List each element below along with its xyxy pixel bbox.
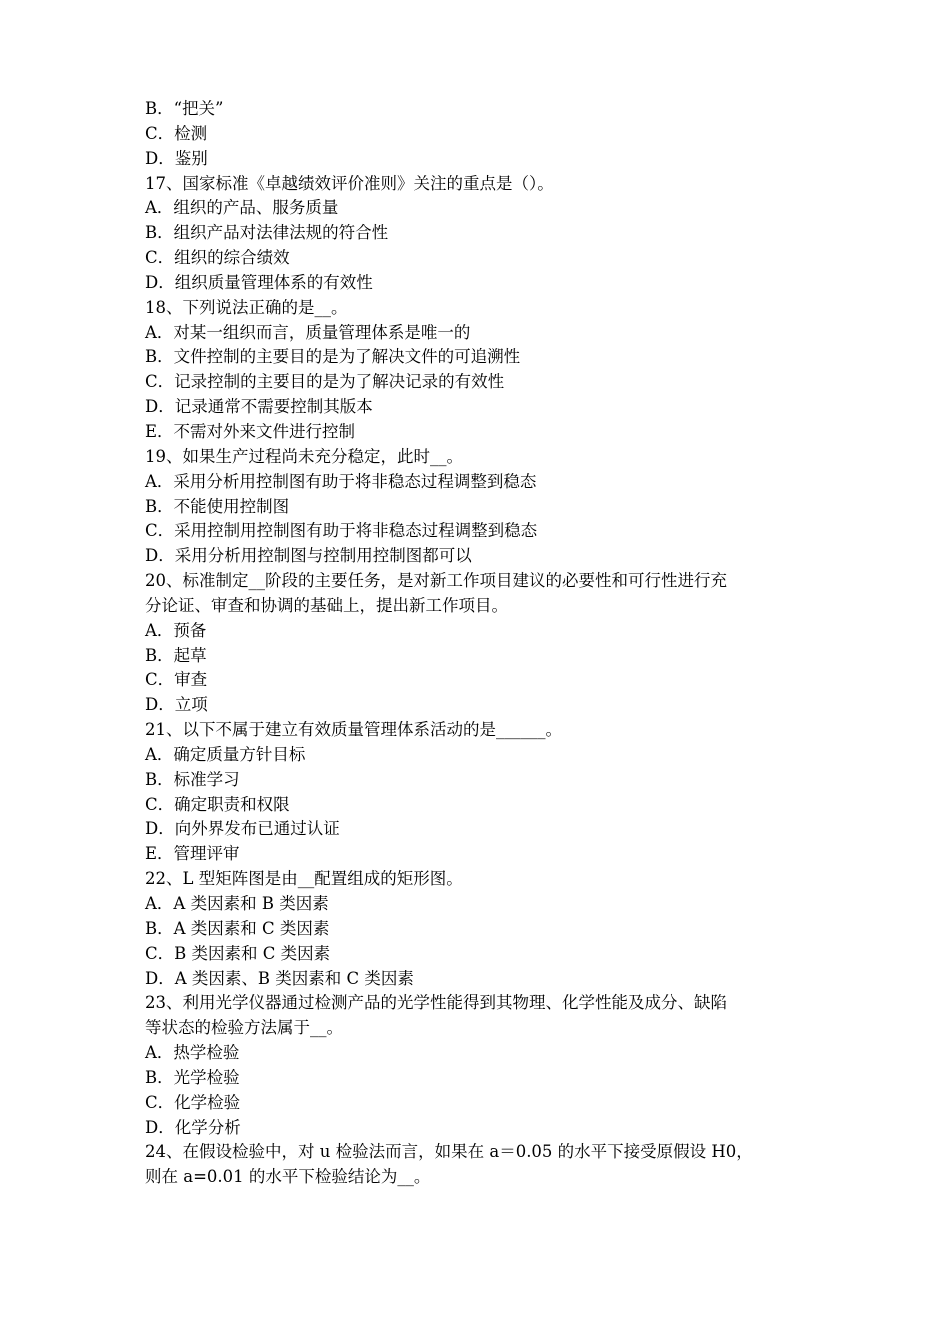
option-line: C．检测 xyxy=(145,123,208,143)
option-line: D．化学分析 xyxy=(145,1117,241,1137)
option-line: A．热学检验 xyxy=(145,1043,240,1063)
option-line: A．A 类因素和 B 类因素 xyxy=(145,894,329,913)
option-line: A．预备 xyxy=(145,620,207,640)
question-22: 22、L 型矩阵图是由__配置组成的矩形图。 xyxy=(145,869,463,889)
question-23: 23、利用光学仪器通过检测产品的光学性能得到其物理、化学性能及成分、缺陷 xyxy=(145,993,727,1013)
option-line: B．A 类因素和 C 类因素 xyxy=(145,918,330,938)
option-line: D．组织质量管理体系的有效性 xyxy=(145,272,373,292)
option-line: B．不能使用控制图 xyxy=(145,496,290,516)
option-line: A．对某一组织而言，质量管理体系是唯一的 xyxy=(145,322,471,342)
option-line: D．A 类因素、B 类因素和 C 类因素 xyxy=(145,968,414,988)
document-page xyxy=(145,97,825,1190)
option-line: D．立项 xyxy=(145,695,208,715)
question-24: 24、在假设检验中，对 u 检验法而言，如果在 a＝0.05 的水平下接受原假设 H0， xyxy=(145,1142,753,1162)
option-line: A．确定质量方针目标 xyxy=(145,744,306,764)
option-line: D．鉴别 xyxy=(145,148,208,168)
question-24-continued: 则在 a=0.01 的水平下检验结论为__。 xyxy=(145,1167,431,1187)
option-line: B．光学检验 xyxy=(145,1067,240,1087)
option-line: D．向外界发布已通过认证 xyxy=(145,819,340,839)
option-line: C．确定职责和权限 xyxy=(145,794,290,814)
question-20: 20、标准制定__阶段的主要任务，是对新工作项目建议的必要性和可行性进行充 xyxy=(145,571,727,591)
option-line: B．“把关” xyxy=(145,99,224,118)
option-line: C．组织的综合绩效 xyxy=(145,248,290,268)
question-18: 18、下列说法正确的是__。 xyxy=(145,297,348,317)
option-line: C．审查 xyxy=(145,670,208,690)
question-19: 19、如果生产过程尚未充分稳定，此时__。 xyxy=(145,446,463,466)
option-line: D．记录通常不需要控制其版本 xyxy=(145,397,373,417)
option-line: C．B 类因素和 C 类因素 xyxy=(145,943,331,963)
question-17: 17、国家标准《卓越绩效评价准则》关注的重点是（）。 xyxy=(145,173,554,193)
option-line: A．组织的产品、服务质量 xyxy=(145,198,339,218)
option-line: B．组织产品对法律法规的符合性 xyxy=(145,223,389,243)
option-line: D．采用分析用控制图与控制用控制图都可以 xyxy=(145,546,472,566)
option-line: B．起草 xyxy=(145,645,207,665)
option-line: C．化学检验 xyxy=(145,1092,241,1112)
question-20-continued: 分论证、审查和协调的基础上，提出新工作项目。 xyxy=(145,595,508,615)
question-23-continued: 等状态的检验方法属于__。 xyxy=(145,1018,343,1038)
option-line: C．采用控制用控制图有助于将非稳态过程调整到稳态 xyxy=(145,521,538,541)
option-line: A．采用分析用控制图有助于将非稳态过程调整到稳态 xyxy=(145,471,537,491)
question-21: 21、以下不属于建立有效质量管理体系活动的是______。 xyxy=(145,720,562,740)
option-line: B．文件控制的主要目的是为了解决文件的可追溯性 xyxy=(145,347,521,367)
option-line: C．记录控制的主要目的是为了解决记录的有效性 xyxy=(145,372,505,392)
option-line: B．标准学习 xyxy=(145,769,240,789)
option-line: E．不需对外来文件进行控制 xyxy=(145,421,356,441)
option-line: E．管理评审 xyxy=(145,844,240,864)
